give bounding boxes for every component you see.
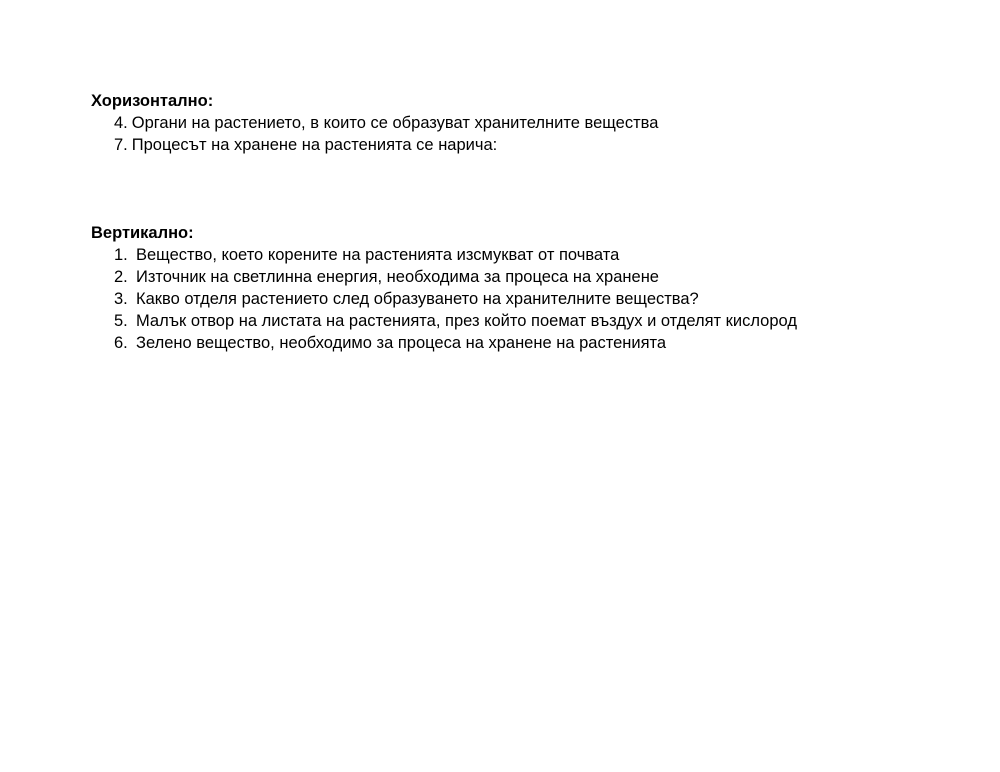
- vertical-clue-5: [91, 310, 971, 332]
- clue-number: 4.: [114, 114, 128, 132]
- clue-text: Какво отделя растението след образуването на хранителните вещества?: [136, 290, 699, 308]
- vertical-clue-2: [91, 266, 971, 288]
- vertical-clue-list: [91, 244, 971, 354]
- clue-text: Органи на растението, в които се образуват хранителните вещества: [131, 114, 659, 132]
- clue-number: 5.: [114, 312, 128, 330]
- clue-text: Малък отвор на листата на растенията, през който поемат въздух и отделят кислород: [136, 312, 797, 330]
- clue-number: 7.: [114, 136, 128, 154]
- clue-number: 2.: [114, 268, 128, 286]
- clue-number: 3.: [114, 290, 128, 308]
- horizontal-clues-section: [91, 90, 971, 156]
- vertical-clues-section: [91, 222, 971, 354]
- vertical-clue-6: [91, 332, 971, 354]
- horizontal-heading: Хоризонтално:: [91, 92, 214, 110]
- clue-text: Източник на светлинна енергия, необходима за процеса на хранене: [136, 268, 659, 286]
- horizontal-clue-4: [91, 112, 971, 134]
- vertical-clue-3: [91, 288, 971, 310]
- clue-number: 1.: [114, 246, 128, 264]
- horizontal-clue-7: [91, 134, 971, 156]
- horizontal-clue-list: [91, 112, 971, 156]
- clue-text: Процесът на хранене на растенията се нарича:: [131, 136, 498, 154]
- vertical-clue-1: [91, 244, 971, 266]
- clue-number: 6.: [114, 334, 128, 352]
- vertical-heading: Вертикално:: [91, 224, 194, 242]
- clue-text: Зелено вещество, необходимо за процеса на хранене на растенията: [136, 334, 667, 352]
- clue-text: Вещество, което корените на растенията изсмукват от почвата: [136, 246, 620, 264]
